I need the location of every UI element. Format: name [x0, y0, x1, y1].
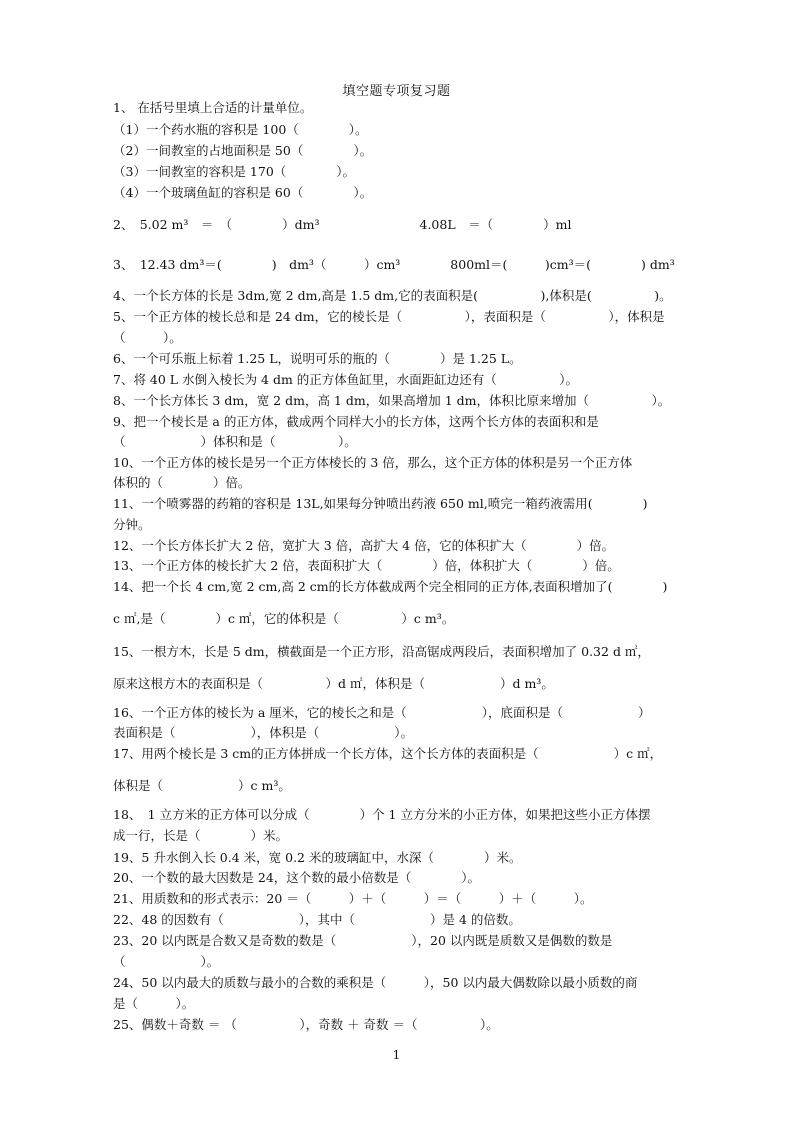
- question-line: 体积是（ ）c m³。: [113, 778, 291, 793]
- question-line: 9、把一个棱长是 a 的正方体，截成两个同样大小的长方体，这两个长方体的表面积和是: [113, 414, 599, 429]
- question-line: 11、一个喷雾器的药箱的容积是 13L,如果每分钟喷出药液 650 ml,喷完一箱药液需用( ): [113, 496, 648, 511]
- question-line: 3、 12.43 dm³＝( ) dm³（ ）cm³ 800ml＝( )cm³＝( ) dm³: [113, 257, 675, 272]
- question-line: 1、 在括号里填上合适的计量单位。: [113, 100, 313, 115]
- question-line: 13、一个正方体的棱长扩大 2 倍，表面积扩大（ ）倍，体积扩大（ ）倍。: [113, 558, 620, 573]
- question-line: 4、一个长方体的长是 3dm,宽 2 dm,高是 1.5 dm,它的表面积是( ),体积是( )。: [113, 288, 672, 303]
- question-line: 21、用质数和的形式表示：20 ＝（ ）＋（ ）＝（ ）＋（ ）。: [113, 891, 593, 906]
- question-line: （ ）。: [113, 954, 220, 969]
- question-line: 19、5 升水倒入长 0.4 米，宽 0.2 米的玻璃缸中，水深（ ）米。: [113, 850, 522, 865]
- question-line: （ ）。: [113, 330, 182, 345]
- question-line: 15、一根方木，长是 5 dm，横截面是一个正方形，沿高锯成两段后，表面积增加了 0.32 d ㎡，: [113, 644, 650, 659]
- question-line: （4）一个玻璃鱼缸的容积是 60（ ）。: [113, 185, 373, 200]
- question-line: 6、一个可乐瓶上标着 1.25 L，说明可乐的瓶的（ ）是 1.25 L。: [113, 351, 522, 366]
- question-line: （2）一间教室的占地面积是 50（ ）。: [113, 143, 373, 158]
- question-line: 18、 1 立方米的正方体可以分成（ ）个 1 立方分米的小正方体，如果把这些小正方体摆: [113, 807, 651, 822]
- question-line: 17、用两个棱长是 3 cm的正方体拼成一个长方体，这个长方体的表面积是（ ）c ㎡，: [113, 746, 663, 761]
- question-line: 是（ ）。: [113, 996, 195, 1011]
- question-line: 分钟。: [113, 517, 151, 532]
- question-line: 2、 5.02 m³ ＝ （ ）dm³ 4.08L ＝（ ）ml: [113, 217, 572, 232]
- question-line: 8、一个长方体长 3 dm，宽 2 dm，高 1 dm，如果高增加 1 dm，体积比原来增加（ ）。: [113, 393, 671, 408]
- question-line: 23、20 以内既是合数又是奇数的数是（ ），20 以内既是质数又是偶数的数是: [113, 933, 613, 948]
- question-line: 14、把一个长 4 cm,宽 2 cm,高 2 cm的长方体截成两个完全相同的正方体,表面积增加了( ): [113, 579, 668, 594]
- question-line: 成一行，长是（ ）米。: [113, 828, 289, 843]
- question-line: 5、一个正方体的棱长总和是 24 dm，它的棱长是（ ），表面积是（ ），体积是: [113, 309, 665, 324]
- question-line: 24、50 以内最大的质数与最小的合数的乘积是（ ），50 以内最大偶数除以最小质数的商: [113, 975, 638, 990]
- question-line: 7、将 40 L 水倒入棱长为 4 dm 的正方体鱼缸里，水面距缸边还有（ ）。: [113, 372, 579, 387]
- question-line: 25、偶数＋奇数 ＝ （ ），奇数 ＋ 奇数 ＝（ ）。: [113, 1017, 499, 1032]
- question-line: 体积的（ ）倍。: [113, 475, 251, 490]
- page-title: 填空题专项复习题: [342, 84, 451, 99]
- question-line: 原来这根方木的表面积是（ ）d ㎡，体积是（ ）d m³。: [113, 676, 554, 691]
- question-line: （3）一间教室的容积是 170（ ）。: [113, 164, 356, 179]
- question-line: 12、一个长方体长扩大 2 倍，宽扩大 3 倍，高扩大 4 倍，它的体积扩大（ ）倍。: [113, 538, 615, 553]
- question-line: 20、一个数的最大因数是 24，这个数的最小倍数是（ ）。: [113, 870, 481, 885]
- question-line: （ ）体积和是（ ）。: [113, 434, 357, 449]
- page-number: 1: [392, 1048, 401, 1062]
- question-line: 10、一个正方体的棱长是另一个正方体棱长的 3 倍，那么，这个正方体的体积是另一个正方体: [113, 455, 633, 470]
- question-line: 表面积是（ ），体积是（ ）。: [113, 725, 414, 740]
- question-line: 22、48 的因数有（ ），其中（ ）是 4 的倍数。: [113, 912, 521, 927]
- question-line: 16、一个正方体的棱长为 a 厘米，它的棱长之和是（ ），底面积是（ ）: [113, 705, 651, 720]
- question-line: c ㎡,是（ ）c ㎡，它的体积是（ ）c m³。: [113, 611, 455, 626]
- question-line: （1）一个药水瓶的容积是 100（ ）。: [113, 122, 368, 137]
